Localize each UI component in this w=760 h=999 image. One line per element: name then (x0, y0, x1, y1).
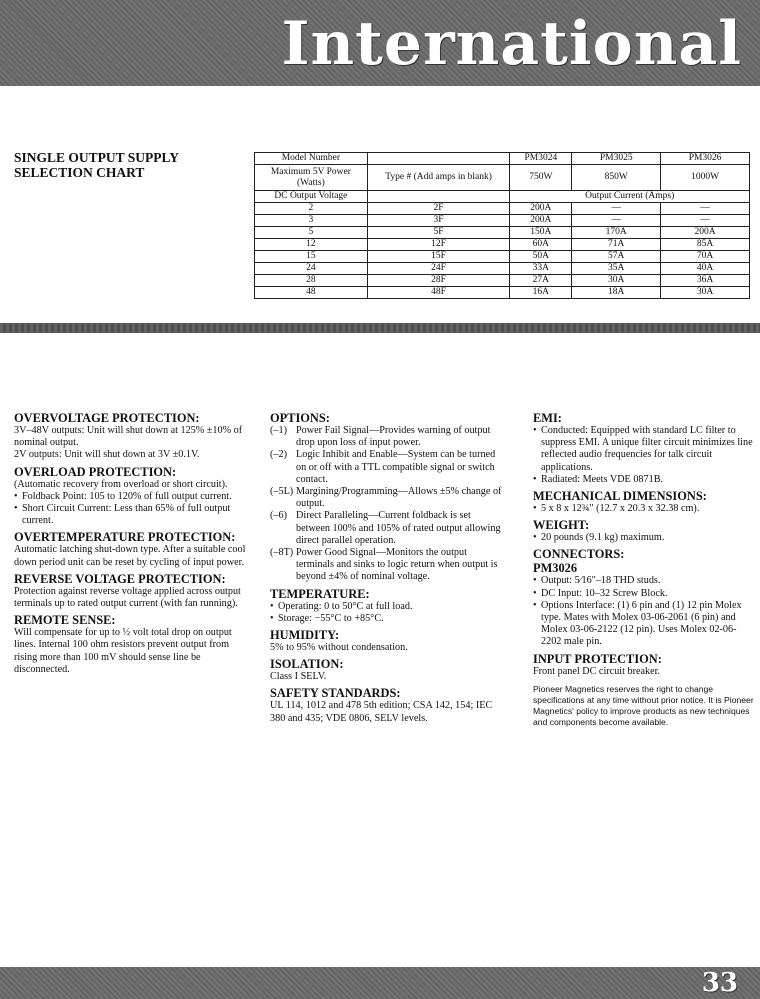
option-code: (–2) (270, 449, 287, 461)
table-cell: — (661, 203, 750, 215)
table-row (255, 191, 750, 203)
table-cell (367, 153, 510, 165)
table-cell: 200A (661, 227, 750, 239)
spec-text: (Automatic recovery from overload or short circuit). (14, 478, 228, 490)
spec-text: UL 114, 1012 and 478 5th edition; CSA 142, 154; IEC 380 and 435; VDE 0806, SELV levels. (270, 700, 493, 724)
selection-chart-table (254, 152, 750, 299)
table-cell: 60A (510, 239, 572, 251)
table-cell: 3 (255, 215, 368, 227)
option-code: (–5L) (270, 486, 294, 498)
spec-text: Automatic latching shut-down type. After a suitable cool down period unit can be reset by cycling of input power. (14, 544, 246, 568)
option-text: Logic Inhibit and Enable—System can be turned on or off with a TTL compatible signal or switch contact. (296, 449, 496, 485)
spec-bullet: • Short Circuit Current: Less than 65% of full output current. (14, 503, 254, 527)
spec-bullet: • Conducted: Equipped with standard LC filter to suppress EMI. A unique filter circuit minimizes line reflected audio frequencies for talk circuit applications. (533, 425, 755, 474)
table-cell: 28F (367, 275, 510, 287)
section-heading: CONNECTORS: (533, 547, 625, 562)
table-cell: 33A (510, 263, 572, 275)
table-cell: 40A (661, 263, 750, 275)
table-row (255, 165, 750, 191)
spec-column-3 (533, 411, 755, 728)
table-cell: Type # (Add amps in blank) (367, 165, 510, 191)
table-cell: 36A (661, 275, 750, 287)
table-cell: 3F (367, 215, 510, 227)
table-cell: 15F (367, 251, 510, 263)
table-cell: 200A (510, 203, 572, 215)
table-cell: DC Output Voltage (255, 191, 368, 203)
table-cell (367, 191, 510, 203)
section-heading: OPTIONS: (270, 411, 330, 425)
spec-column-1 (14, 411, 254, 676)
table-row (255, 203, 750, 215)
option-item (270, 425, 506, 449)
table-cell: 12 (255, 239, 368, 251)
table-cell: 30A (572, 275, 661, 287)
table-cell: 12F (367, 239, 510, 251)
page-number: 33 (701, 968, 738, 998)
table-row (255, 239, 750, 251)
section-heading: OVERVOLTAGE PROTECTION: (14, 411, 200, 425)
spec-bullet: • Foldback Point: 105 to 120% of full output current. (14, 491, 254, 503)
option-item (270, 510, 506, 547)
table-cell: 16A (510, 287, 572, 299)
option-text: Power Good Signal—Monitors the output terminals and sinks to logic return when output is beyond ±4% of nominal voltage. (296, 547, 498, 583)
spec-bullet: • 5 x 8 x 12¾" (12.7 x 20.3 x 32.38 cm). (533, 503, 755, 515)
section-subheading: PM3026 (533, 561, 578, 576)
table-cell: 150A (510, 227, 572, 239)
disclaimer-note: Pioneer Magnetics reserves the right to change specifications at any time without prior notice. It is Pioneer Magnetics' policy to improve products as new techniques and components become available. (533, 683, 754, 727)
table-cell: 70A (661, 251, 750, 263)
chart-title: SINGLE OUTPUT SUPPLY SELECTION CHART (14, 150, 179, 180)
table-cell: 27A (510, 275, 572, 287)
section-heading: TEMPERATURE: (270, 586, 370, 601)
section-heading: HUMIDITY: (270, 628, 340, 643)
table-row (255, 263, 750, 275)
spec-bullet: • Options Interface: (1) 6 pin and (1) 12 pin Molex type. Mates with Molex 03-06-2061 (6 pin) and Molex 03-06-2122 (12 pin). Uses Molex 02-06-2202 male pin. (533, 600, 755, 649)
table-row (255, 287, 750, 299)
option-code: (–8T) (270, 547, 294, 559)
section-heading: REMOTE SENSE: (14, 613, 116, 628)
spec-text: 2V outputs: Unit will shut down at 3V ±0.1V. (14, 449, 200, 461)
section-heading: OVERLOAD PROTECTION: (14, 464, 177, 479)
option-text: Power Fail Signal—Provides warning of output drop upon loss of input power. (296, 425, 491, 449)
table-cell: 1000W (661, 165, 750, 191)
table-cell: 2F (367, 203, 510, 215)
option-text: Margining/Programming—Allows ±5% change of output. (296, 486, 502, 510)
table-row (255, 227, 750, 239)
divider-band (0, 323, 760, 333)
table-cell: — (572, 203, 661, 215)
table-cell: 15 (255, 251, 368, 263)
table-cell: 5F (367, 227, 510, 239)
table-cell: — (661, 215, 750, 227)
table-cell: 57A (572, 251, 661, 263)
options-list (270, 425, 506, 584)
table-row (255, 275, 750, 287)
table-cell: PM3024 (510, 153, 572, 165)
section-heading: WEIGHT: (533, 518, 590, 533)
table-cell: 750W (510, 165, 572, 191)
table-cell: 200A (510, 215, 572, 227)
table-cell: 85A (661, 239, 750, 251)
spec-bullet: • 20 pounds (9.1 kg) maximum. (533, 532, 755, 544)
table-row (255, 215, 750, 227)
footer-band (0, 967, 760, 999)
table-cell: 24 (255, 263, 368, 275)
option-item (270, 547, 506, 584)
table-cell: Output Current (Amps) (510, 191, 750, 203)
spec-text: Front panel DC circuit breaker. (533, 665, 661, 677)
section-heading: OVERTEMPERATURE PROTECTION: (14, 530, 236, 545)
table-row (255, 153, 750, 165)
spec-text: Will compensate for up to ½ volt total drop on output lines. Internal 100 ohm resistors prevent output from rising more than 100 mV should sense line be disconnected. (14, 627, 232, 675)
header-band (0, 0, 760, 86)
table-cell: 2 (255, 203, 368, 215)
spec-text: Class I SELV. (270, 671, 327, 683)
section-heading: ISOLATION: (270, 657, 344, 672)
table-row (255, 251, 750, 263)
table-cell: 24F (367, 263, 510, 275)
spec-text: 3V–48V outputs: Unit will shut down at 125% ±10% of nominal output. (14, 425, 243, 449)
section-heading: EMI: (533, 411, 562, 425)
table-cell: Maximum 5V Power (Watts) (255, 165, 368, 191)
table-cell: — (572, 215, 661, 227)
spec-text: 5% to 95% without condensation. (270, 642, 408, 654)
page-title: International (281, 9, 742, 79)
section-heading: MECHANICAL DIMENSIONS: (533, 489, 707, 504)
option-code: (–1) (270, 425, 287, 436)
table-cell: 71A (572, 239, 661, 251)
option-code: (–6) (270, 510, 287, 522)
section-heading: INPUT PROTECTION: (533, 651, 662, 666)
table-cell: 18A (572, 287, 661, 299)
table-cell: 48 (255, 287, 368, 299)
table-cell: PM3025 (572, 153, 661, 165)
table-cell: 28 (255, 275, 368, 287)
table-cell: 30A (661, 287, 750, 299)
table-cell: 5 (255, 227, 368, 239)
section-heading: REVERSE VOLTAGE PROTECTION: (14, 571, 226, 586)
table-cell: Model Number (255, 153, 368, 165)
table-cell: 170A (572, 227, 661, 239)
table-body (255, 203, 750, 299)
spec-bullet: • DC Input: 10–32 Screw Block. (533, 588, 755, 600)
option-text: Direct Paralleling—Current foldback is set between 100% and 105% of rated output allowing direct parallel operation. (296, 510, 501, 546)
spec-text: Protection against reverse voltage applied across output terminals up to rated output current (with fan running). (14, 585, 241, 610)
spec-bullet: • Storage: −55°C to +85°C. (270, 613, 506, 625)
section-heading: SAFETY STANDARDS: (270, 686, 401, 701)
table-cell: PM3026 (661, 153, 750, 165)
spec-bullet: • Output: 5⁄16"–18 THD studs. (533, 575, 755, 587)
spec-column-2 (270, 411, 506, 725)
spec-bullet: • Radiated: Meets VDE 0871B. (533, 474, 755, 486)
option-item (270, 486, 506, 510)
table-cell: 35A (572, 263, 661, 275)
table-cell: 50A (510, 251, 572, 263)
option-item (270, 449, 506, 486)
spec-bullet: • Operating: 0 to 50°C at full load. (270, 601, 506, 613)
table-cell: 48F (367, 287, 510, 299)
table-cell: 850W (572, 165, 661, 191)
